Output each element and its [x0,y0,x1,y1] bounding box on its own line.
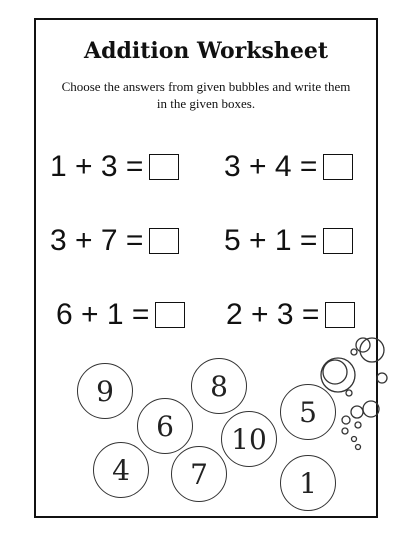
equation-text: 2 + 3 = [226,298,320,331]
deco-bubble [351,406,363,418]
answer-bubble[interactable]: 6 [137,398,193,454]
deco-bubble [346,390,352,396]
equation-text: 6 + 1 = [56,298,150,331]
equation-text: 1 + 3 = [50,150,144,183]
worksheet-instructions: Choose the answers from given bubbles and write them in the given boxes. [61,79,351,111]
deco-bubble [360,338,384,362]
answer-bubble[interactable]: 7 [171,446,227,502]
answer-bubble[interactable]: 10 [221,411,277,467]
equation-text: 3 + 7 = [50,224,144,257]
worksheet-title: Addition Worksheet [84,38,328,64]
equation-text: 3 + 4 = [224,150,318,183]
deco-bubble [342,428,348,434]
deco-bubble [352,437,357,442]
deco-bubble [355,422,361,428]
deco-bubble [342,416,350,424]
answer-bubble[interactable]: 1 [280,455,336,511]
deco-bubble [377,373,387,383]
deco-bubble [323,360,347,384]
deco-bubble [363,401,379,417]
answer-bubble[interactable]: 5 [280,384,336,440]
deco-bubble [356,338,370,352]
deco-bubble [351,349,357,355]
deco-bubble [356,445,361,450]
answer-bubble[interactable]: 8 [191,358,247,414]
equation-text: 5 + 1 = [224,224,318,257]
answer-bubble[interactable]: 4 [93,442,149,498]
answer-bubble[interactable]: 9 [77,363,133,419]
